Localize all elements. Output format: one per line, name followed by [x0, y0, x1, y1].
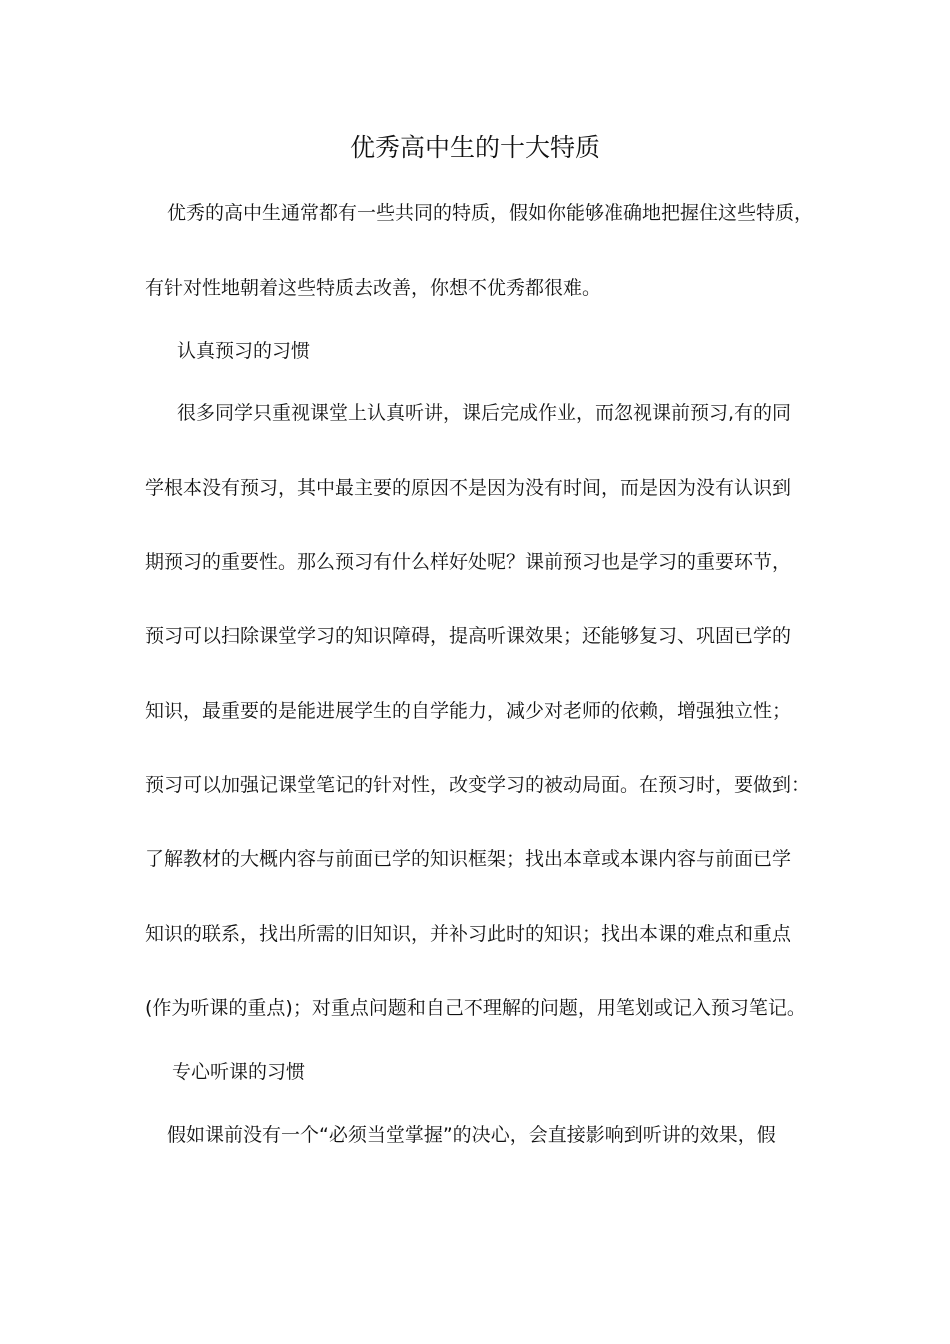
- paragraph-line: 了解教材的大概内容与前面已学的知识框架；找出本章或本课内容与前面已学: [145, 848, 792, 870]
- section-heading: 认真预习的习惯: [177, 340, 311, 362]
- paragraph-line: 有针对性地朝着这些特质去改善，你想不优秀都很难。: [145, 277, 602, 299]
- paragraph-line: 很多同学只重视课堂上认真听讲，课后完成作业，而忽视课前预习,有的同: [177, 402, 792, 424]
- paragraph-line: 期预习的重要性。那么预习有什么样好处呢？课前预习也是学习的重要环节，: [145, 551, 792, 573]
- paragraph-line: 知识，最重要的是能进展学生的自学能力，减少对老师的依赖，增强独立性；: [145, 700, 792, 722]
- paragraph-line: 预习可以加强记课堂笔记的针对性，改变学习的被动局面。在预习时，要做到：: [145, 774, 811, 796]
- paragraph-line: 优秀的高中生通常都有一些共同的特质，假如你能够准确地把握住这些特质，: [167, 202, 814, 224]
- paragraph-line: 假如课前没有一个“必须当堂掌握”的决心，会直接影响到听讲的效果，假: [167, 1124, 776, 1146]
- paragraph-line: (作为听课的重点)；对重点问题和自己不理解的问题，用笔划或记入预习笔记。: [145, 997, 806, 1019]
- paragraph-line: 学根本没有预习，其中最主要的原因不是因为没有时间，而是因为没有认识到: [145, 477, 792, 499]
- paragraph-line: 预习可以扫除课堂学习的知识障碍，提高听课效果；还能够复习、巩固已学的: [145, 625, 792, 647]
- document-title: 优秀高中生的十大特质: [349, 133, 600, 162]
- paragraph-line: 知识的联系，找出所需的旧知识，并补习此时的知识；找出本课的难点和重点: [145, 923, 792, 945]
- section-heading: 专心听课的习惯: [172, 1061, 306, 1083]
